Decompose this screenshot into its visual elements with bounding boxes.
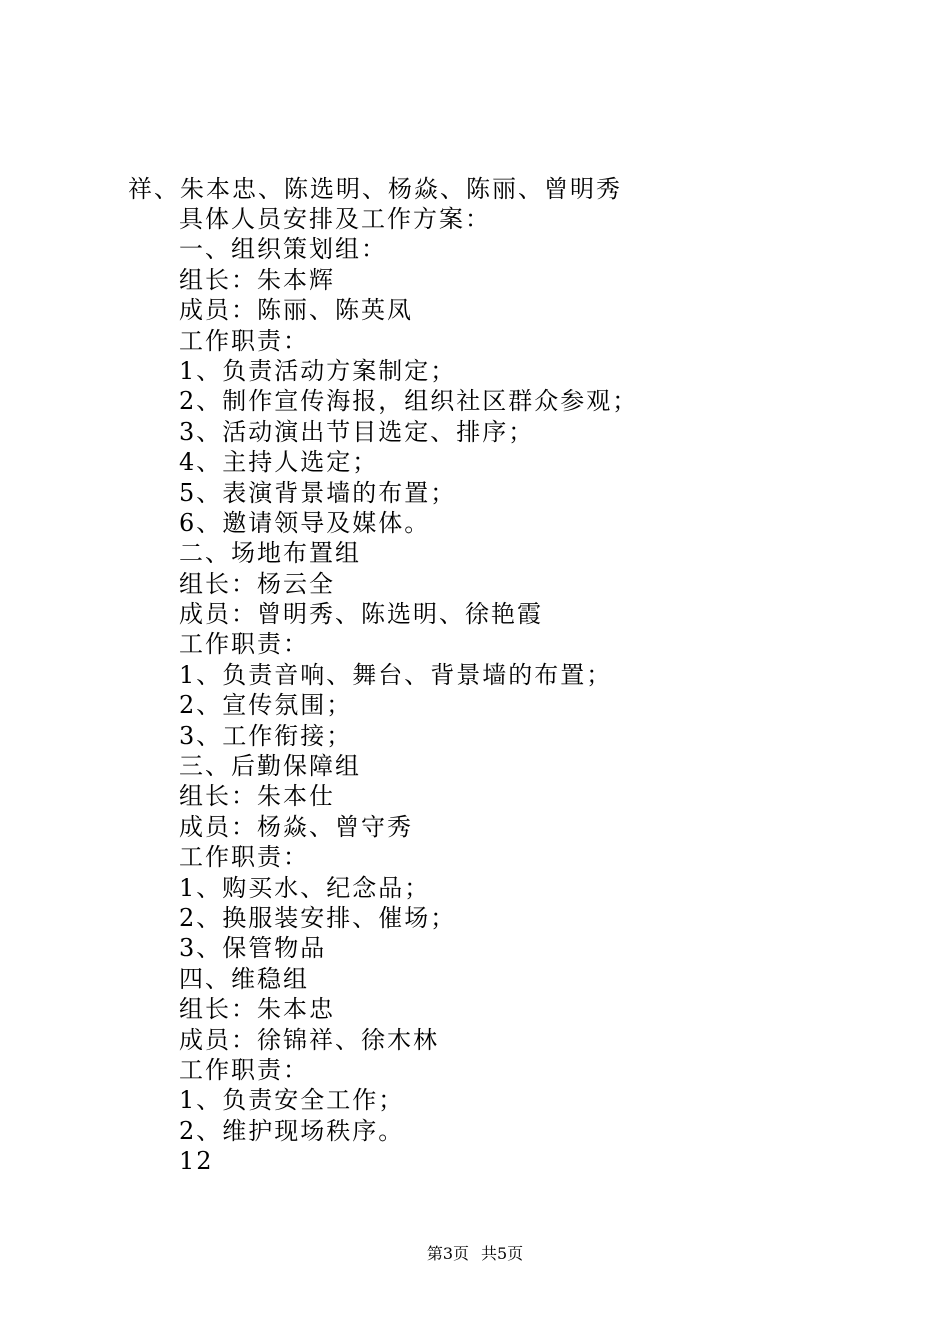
text-line: 一、组织策划组： [179, 235, 387, 264]
text-line: 成员：徐锦祥、徐木林 [179, 1025, 439, 1054]
continuation-line: 祥、朱本忠、陈选明、杨焱、陈丽、曾明秀 [128, 175, 622, 203]
text-line: 5、表演背景墙的布置； [179, 478, 457, 507]
text-line: 组长：朱本辉 [179, 265, 335, 294]
text-line: 成员：杨焱、曾守秀 [179, 812, 413, 841]
text-line: 二、场地布置组 [179, 539, 361, 568]
text-line: 工作职责： [179, 843, 309, 872]
text-line: 2、宣传氛围； [179, 691, 353, 720]
text-line: 1、购买水、纪念品； [179, 873, 431, 902]
text-line: 3、活动演出节目选定、排序； [179, 417, 535, 446]
total-pages: 共5页 [481, 1244, 524, 1263]
text-line: 组长：杨云全 [179, 569, 335, 598]
text-line: 2、制作宣传海报，组织社区群众参观； [179, 387, 639, 416]
text-line: 2、维护现场秩序。 [179, 1116, 405, 1145]
text-line: 具体人员安排及工作方案： [179, 205, 491, 233]
text-line: 工作职责： [179, 326, 309, 355]
text-line: 成员：曾明秀、陈选明、徐艳霞 [179, 600, 543, 629]
text-line: 2、换服装安排、催场； [179, 903, 457, 932]
document-body [179, 204, 638, 1177]
text-line: 三、后勤保障组 [179, 752, 361, 781]
text-line: 1、负责活动方案制定； [179, 356, 457, 385]
text-line: 12 [179, 1147, 214, 1176]
text-line: 4、主持人选定； [179, 448, 379, 477]
text-line: 四、维稳组 [179, 964, 309, 993]
text-line: 工作职责： [179, 630, 309, 659]
text-line: 3、工作衔接； [179, 721, 353, 750]
text-line: 6、邀请领导及媒体。 [179, 508, 431, 537]
text-line: 组长：朱本忠 [179, 995, 335, 1024]
text-line: 工作职责： [179, 1055, 309, 1084]
text-line: 成员：陈丽、陈英凤 [179, 296, 413, 325]
page-footer [0, 1243, 950, 1265]
text-line: 1、负责音响、舞台、背景墙的布置； [179, 660, 613, 689]
text-line: 3、保管物品 [179, 934, 327, 963]
text-line: 组长：朱本仕 [179, 782, 335, 811]
text-line: 1、负责安全工作； [179, 1086, 405, 1115]
page-number: 第3页 [426, 1244, 469, 1263]
